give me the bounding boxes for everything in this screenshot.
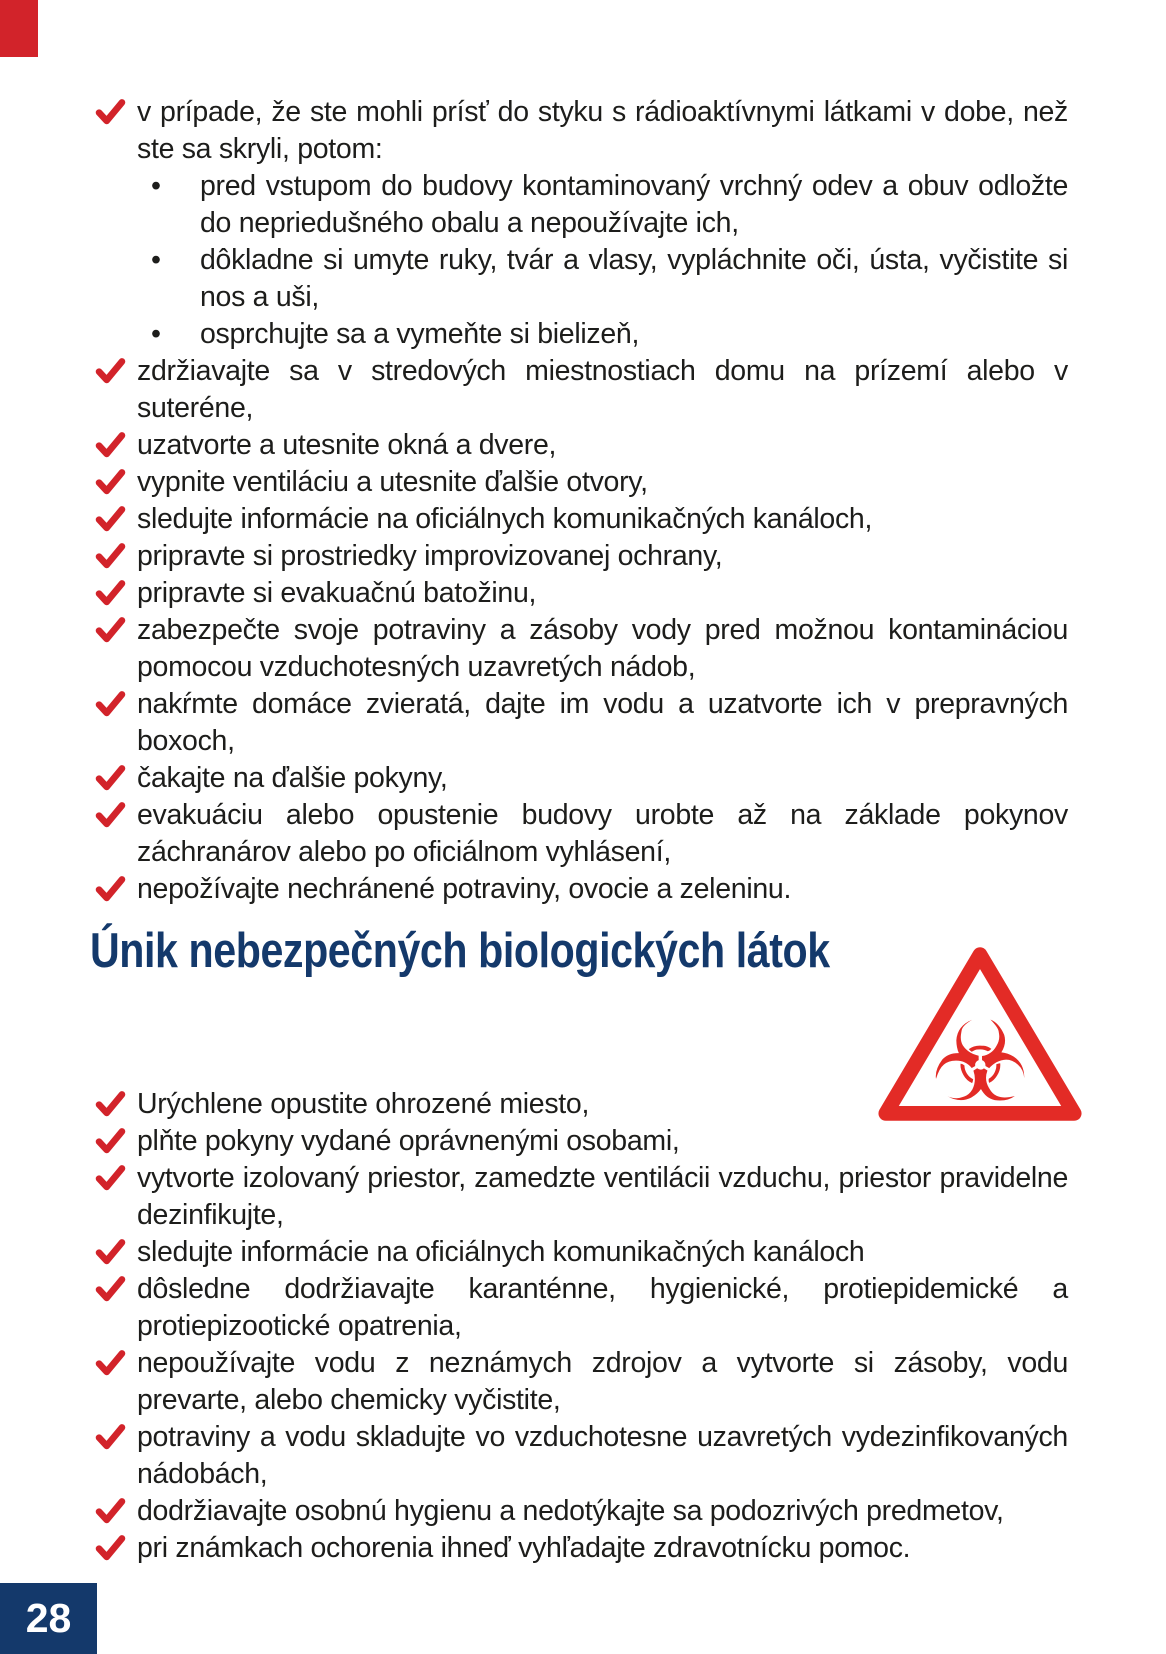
- check-icon: [95, 612, 137, 644]
- list-item: [95, 686, 1068, 760]
- sub-item-text: pred vstupom do budovy kontaminovaný vrchný odev a obuv odložte do nepriedušného obalu a nepoužívajte ich,: [200, 170, 1068, 239]
- check-icon: [95, 353, 137, 385]
- list-item-text: vypnite ventiláciu a utesnite ďalšie otvory,: [137, 466, 648, 498]
- check-icon: [95, 1123, 137, 1155]
- biohazard-glyph: ☣: [930, 998, 1030, 1128]
- section-heading-biological: Únik nebezpečných biologických látok: [90, 924, 830, 978]
- check-icon: [95, 1419, 137, 1451]
- list-item: [95, 538, 1068, 575]
- list-item: [95, 1271, 1068, 1345]
- list-item-text: zabezpečte svoje potraviny a zásoby vody pred možnou kontamináciou pomocou vzduchotesných uzavretých nádob,: [137, 614, 1068, 683]
- list-item: [95, 427, 1068, 464]
- list-item-text: plňte pokyny vydané oprávnenými osobami,: [137, 1125, 680, 1157]
- list-item: [95, 353, 1068, 427]
- check-icon: [95, 797, 137, 829]
- list-item-text: evakuáciu alebo opustenie budovy urobte až na základe pokynov záchranárov alebo po oficiálnom vyhlásení,: [137, 799, 1068, 868]
- check-icon: [95, 1271, 137, 1303]
- list-item-text: nepožívajte nechránené potraviny, ovocie a zeleninu.: [137, 873, 792, 905]
- radiation-checklist: [0, 94, 1166, 908]
- check-icon: [95, 686, 137, 718]
- list-item-text: pripravte si prostriedky improvizovanej ochrany,: [137, 540, 723, 572]
- list-item: [95, 1419, 1068, 1493]
- biological-checklist: [0, 1086, 1166, 1567]
- list-item-text: sledujte informácie na oficiálnych komunikačných kanáloch,: [137, 503, 873, 535]
- check-icon: [95, 575, 137, 607]
- check-icon: [95, 464, 137, 496]
- check-icon: [95, 1493, 137, 1525]
- list-item-text: dodržiavajte osobnú hygienu a nedotýkajte sa podozrivých predmetov,: [137, 1495, 1004, 1527]
- check-icon: [95, 501, 137, 533]
- list-item-text: dôsledne dodržiavajte karanténne, hygienické, protiepidemické a protiepizootické opatrenia,: [137, 1273, 1068, 1342]
- list-item: [95, 1123, 1068, 1160]
- list-item: [95, 612, 1068, 686]
- bullet-icon: •: [151, 244, 161, 276]
- sub-list-item: [137, 316, 1068, 353]
- check-icon: [95, 1530, 137, 1562]
- list-item-text: pri známkach ochorenia ihneď vyhľadajte zdravotnícku pomoc.: [137, 1532, 911, 1564]
- check-icon: [95, 760, 137, 792]
- sub-list-item: [137, 242, 1068, 316]
- bullet-icon: •: [151, 318, 161, 350]
- list-item-text: v prípade, že ste mohli prísť do styku s rádioaktívnymi látkami v dobe, než ste sa skryli, potom:: [137, 96, 1068, 165]
- list-item: [95, 871, 1068, 908]
- check-icon: [95, 1234, 137, 1266]
- chapter-corner-tab: [0, 0, 38, 57]
- sub-item-text: dôkladne si umyte ruky, tvár a vlasy, vypláchnite oči, ústa, vyčistite si nos a uši,: [200, 244, 1068, 313]
- check-icon: [95, 1160, 137, 1192]
- list-item: [95, 797, 1068, 871]
- list-item-text: sledujte informácie na oficiálnych komunikačných kanáloch: [137, 1236, 865, 1268]
- list-item: [95, 1530, 1068, 1567]
- list-item: [95, 760, 1068, 797]
- list-item-text: pripravte si evakuačnú batožinu,: [137, 577, 537, 609]
- list-item-text: nepoužívajte vodu z neznámych zdrojov a vytvorte si zásoby, vodu prevarte, alebo chemicky vyčistite,: [137, 1347, 1068, 1416]
- check-icon: [95, 427, 137, 459]
- sub-list: [137, 168, 1068, 353]
- list-item-text: uzatvorte a utesnite okná a dvere,: [137, 429, 557, 461]
- list-item: [95, 464, 1068, 501]
- list-item-text: [137, 94, 1068, 353]
- list-item-text: nakŕmte domáce zvieratá, dajte im vodu a uzatvorte ich v prepravných boxoch,: [137, 688, 1068, 757]
- sub-item-text: osprchujte sa a vymeňte si bielizeň,: [200, 318, 640, 350]
- list-item: [95, 1493, 1068, 1530]
- check-icon: [95, 1086, 137, 1118]
- list-item-text: Urýchlene opustite ohrozené miesto,: [137, 1088, 590, 1120]
- list-item: [95, 501, 1068, 538]
- check-icon: [95, 538, 137, 570]
- check-icon: [95, 1345, 137, 1377]
- page-number: 28: [25, 1595, 72, 1641]
- list-item: [95, 94, 1068, 353]
- list-item: [95, 1160, 1068, 1234]
- list-item-text: zdržiavajte sa v stredových miestnostiach domu na prízemí alebo v suteréne,: [137, 355, 1068, 424]
- sub-list-item: [137, 168, 1068, 242]
- check-icon: [95, 871, 137, 903]
- list-item-text: čakajte na ďalšie pokyny,: [137, 762, 448, 794]
- check-icon: [95, 94, 137, 126]
- list-item: [95, 1345, 1068, 1419]
- list-item: [95, 1086, 1068, 1123]
- page-number-badge: [0, 1583, 97, 1654]
- list-item: [95, 1234, 1068, 1271]
- list-item: [95, 575, 1068, 612]
- list-item-text: potraviny a vodu skladujte vo vzduchotesne uzavretých vydezinfikovaných nádobách,: [137, 1421, 1068, 1490]
- list-item-text: vytvorte izolovaný priestor, zamedzte ventilácii vzduchu, priestor pravidelne dezinfikujte,: [137, 1162, 1068, 1231]
- bullet-icon: •: [151, 170, 161, 202]
